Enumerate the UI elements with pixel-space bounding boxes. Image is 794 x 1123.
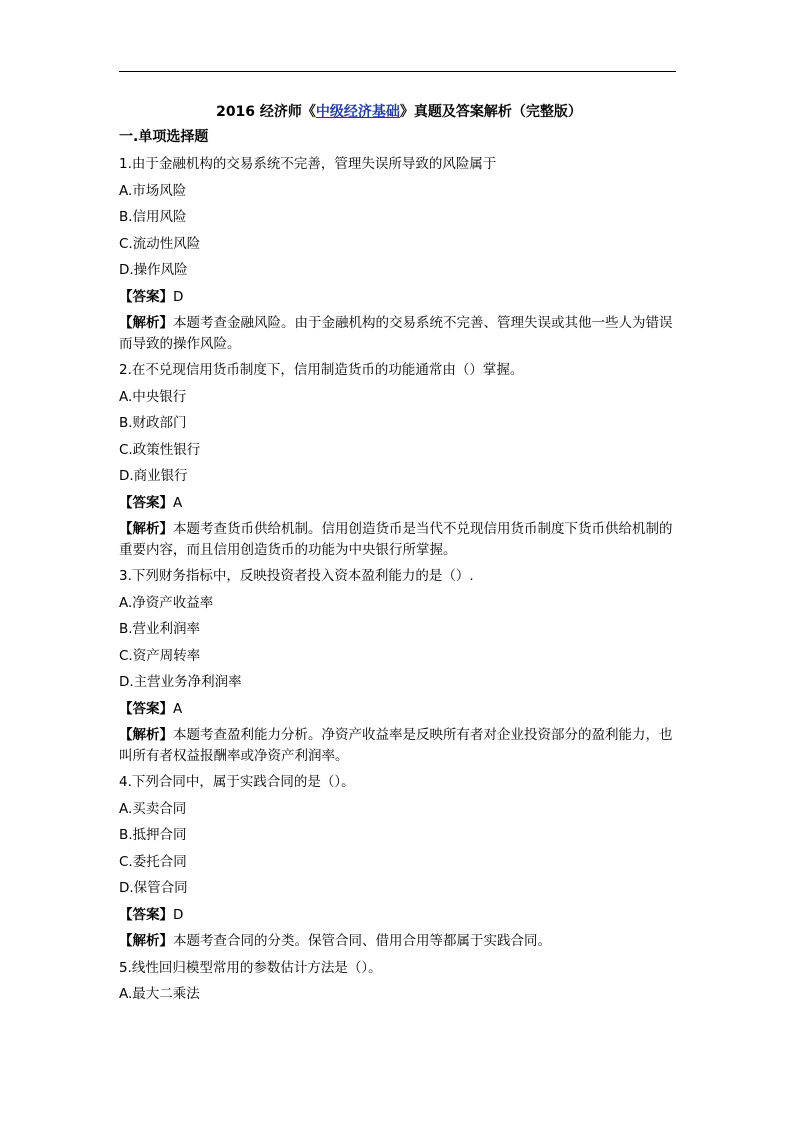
section-title: 一.单项选择题 (119, 129, 209, 145)
answer-line (119, 284, 679, 311)
analysis (119, 516, 679, 563)
option: A.最大二乘法 (119, 986, 200, 1002)
option: C.委托合同 (119, 853, 187, 870)
option: D.操作风险 (119, 262, 188, 278)
option: D.保管合同 (119, 880, 188, 896)
answer-line (119, 902, 679, 929)
document-body (119, 100, 679, 1008)
question-block (119, 357, 679, 563)
question-block (119, 563, 679, 769)
option: A.市场风险 (119, 182, 187, 199)
option: A.净资产收益率 (119, 594, 214, 611)
title-prefix: 2016 经济师《 (216, 104, 316, 120)
option: B.财政部门 (119, 415, 187, 431)
answer-label: 【答案】 (119, 906, 173, 923)
title-link[interactable]: 中级经济基础 (315, 104, 400, 120)
option: D.主营业务净利润率 (119, 674, 242, 690)
option: B.信用风险 (119, 209, 187, 225)
question-stem: 3.下列财务指标中，反映投资者投入资本盈利能力的是（）. (119, 568, 474, 584)
analysis-label: 【解析】 (119, 727, 173, 743)
option: C.政策性银行 (119, 441, 201, 458)
analysis-text: 本题考查金融风险。由于金融机构的交易系统不完善、管理失误或其他一些人为错误而导致的操作风险。 (119, 315, 673, 352)
question-block (119, 955, 679, 1008)
analysis-label: 【解析】 (119, 933, 173, 949)
question-block (119, 151, 679, 357)
question-stem: 5.线性回归模型常用的参数估计方法是（）。 (119, 959, 382, 976)
question-stem: 1.由于金融机构的交易系统不完善，管理失误所导致的风险属于 (119, 156, 497, 172)
answer-label: 【答案】 (119, 494, 173, 511)
page-title (119, 100, 679, 124)
analysis (119, 722, 679, 769)
answer-line (119, 696, 679, 723)
question-block (119, 769, 679, 955)
answer-value: D (173, 906, 184, 923)
question-stem: 2.在不兑现信用货币制度下，信用制造货币的功能通常由（）掌握。 (119, 362, 524, 378)
option: A.买卖合同 (119, 800, 187, 817)
analysis-text: 本题考查盈利能力分析。净资产收益率是反映所有者对企业投资部分的盈利能力，也叫所有者权益报酬率或净资产利润率。 (119, 727, 673, 764)
analysis-text: 本题考查合同的分类。保管合同、借用合用等都属于实践合同。 (173, 933, 551, 949)
answer-label: 【答案】 (119, 700, 173, 717)
option: C.资产周转率 (119, 647, 201, 664)
question-stem: 4.下列合同中，属于实践合同的是（）。 (119, 774, 355, 790)
answer-label: 【答案】 (119, 288, 173, 305)
answer-value: D (173, 288, 184, 305)
analysis (119, 310, 679, 357)
option: B.抵押合同 (119, 827, 187, 843)
analysis-text: 本题考查货币供给机制。信用创造货币是当代不兑现信用货币制度下货币供给机制的重要内容，而且信用创造货币的功能为中央银行所掌握。 (119, 521, 673, 558)
answer-value: A (173, 700, 183, 717)
option: D.商业银行 (119, 468, 188, 484)
analysis-label: 【解析】 (119, 521, 173, 537)
option: A.中央银行 (119, 388, 187, 405)
header-rule (119, 71, 676, 72)
analysis (119, 928, 679, 955)
title-suffix: 》真题及答案解析（完整版） (399, 104, 582, 120)
analysis-label: 【解析】 (119, 315, 173, 331)
option: B.营业利润率 (119, 621, 201, 637)
answer-value: A (173, 494, 183, 511)
answer-line (119, 490, 679, 517)
option: C.流动性风险 (119, 235, 201, 252)
